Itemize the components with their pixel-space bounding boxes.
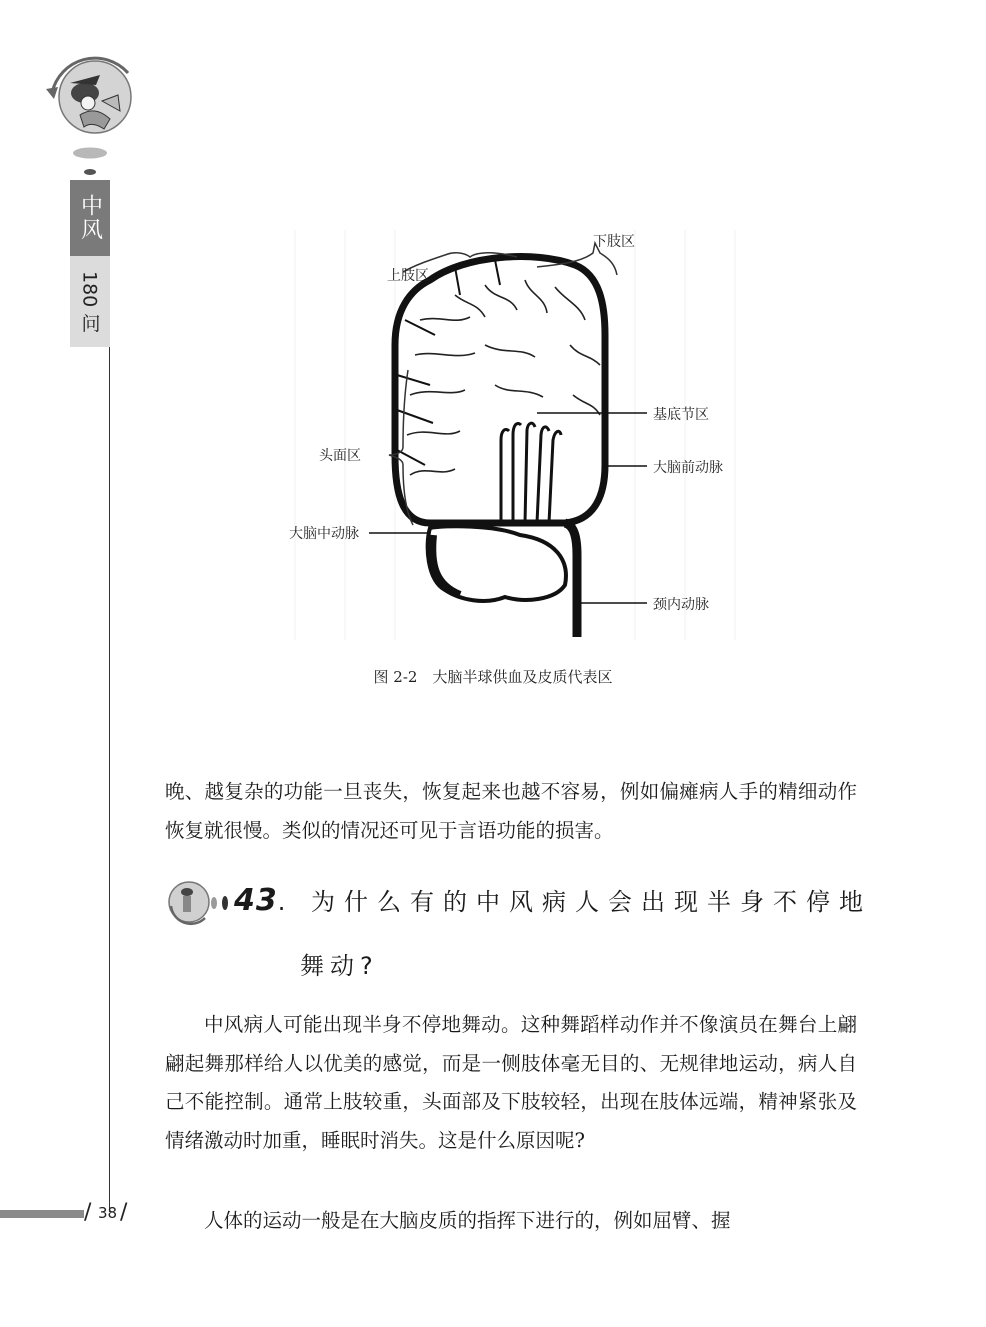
paragraph-2: 人体的运动一般是在大脑皮质的指挥下进行的，例如屈臂、握 — [204, 1209, 731, 1232]
label-basal-ganglia: 基底节区 — [653, 407, 709, 423]
brain-blood-supply-figure — [255, 225, 760, 645]
label-upper-limb: 上肢区 — [387, 268, 429, 284]
question-dot: . — [277, 888, 295, 916]
book-title-vertical: 中风 — [70, 180, 110, 256]
book-subtitle-vertical: 180 问 — [70, 256, 110, 347]
label-head-face: 头面区 — [319, 448, 361, 464]
margin-rule — [109, 347, 110, 1212]
question-mascot-icon — [165, 876, 235, 932]
paragraph-1: 中风病人可能出现半身不停地舞动。这种舞蹈样动作并不像演员在舞台上翩翩起舞那样给人以优美的感觉，而是一侧肢体毫无目的、无规律地运动，病人自己不能控制。通常上肢较重，头面部及下肢较轻，出现在肢体远端，精神紧张及情绪激动时加重，睡眠时消失。这是什么原因呢? — [165, 1013, 857, 1152]
mascot-logo-icon — [40, 55, 140, 180]
brain-diagram — [255, 225, 760, 645]
figure-caption: 图 2-2 大脑半球供血及皮质代表区 — [373, 668, 613, 686]
paragraph-continued: 晚、越复杂的功能一旦丧失，恢复起来也越不容易，例如偏瘫病人手的精细动作恢复就很慢。类似的情况还可见于言语功能的损害。 — [165, 780, 857, 842]
chapter-side-tab — [70, 180, 110, 347]
question-heading — [234, 882, 873, 922]
page-slash-left: / — [84, 1200, 92, 1225]
page-number: 38 — [98, 1204, 118, 1222]
label-anterior-cerebral-artery: 大脑前动脉 — [653, 460, 723, 476]
page-slash-right: / — [120, 1200, 128, 1225]
question-text-line1: 为什么有的中风病人会出现半身不停地 — [311, 888, 873, 916]
label-middle-cerebral-artery: 大脑中动脉 — [289, 526, 359, 542]
footer-bar — [0, 1210, 84, 1218]
label-internal-carotid: 颈内动脉 — [653, 597, 709, 613]
question-number: 43 — [234, 883, 278, 918]
question-text-line2: 舞动? — [300, 952, 379, 980]
label-lower-limb: 下肢区 — [593, 234, 635, 250]
page-number-block — [84, 1202, 132, 1226]
